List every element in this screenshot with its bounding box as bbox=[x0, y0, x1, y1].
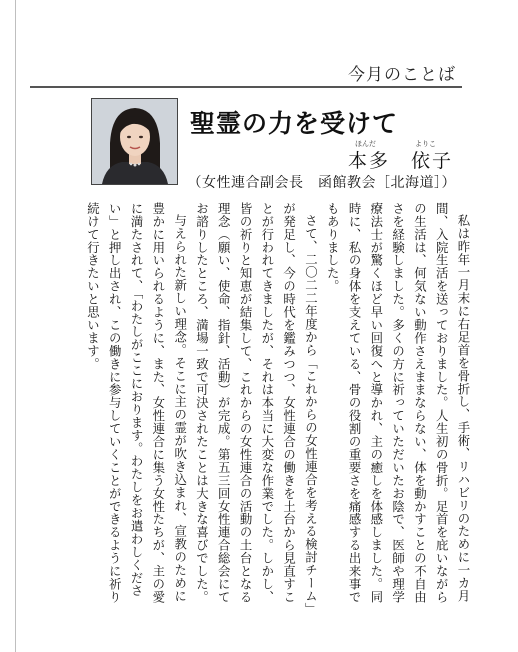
author-ruby-surname: ほんだ bbox=[355, 140, 376, 148]
body-paragraph: 与えられた新しい理念。そこに主の霊が吹き込まれ、宣教のために豊かに用いられるように、また、女性連合に集う女性たちが、主の愛に満たされて、「わたしがここにおります。わたしをお遣わしください」と押し出され、この働きに参与していくことができるように祈り続けて行きたいと思います。 bbox=[85, 202, 188, 604]
article-title: 聖霊の力を受けて bbox=[190, 109, 399, 138]
author-ruby-given: よりこ bbox=[415, 140, 436, 148]
author-photo bbox=[91, 98, 178, 185]
portrait-illustration bbox=[92, 99, 177, 184]
section-divider bbox=[30, 86, 462, 88]
body-paragraph: さて、二〇二二年度から「これからの女性連合を考える検討チーム」が発足し、今の時代を鑑みつつ、女性連合の働きを土台から見直すことが行われてきましたが、それは本当に大変な作業でした。しかし、皆の祈りと知恵が結集して、これからの女性連合の活動の土台となる理念（願い、使命、指針、活動）が完成。第五三回女性連合総会にてお諮りしたところ、満場一致で可決されたことは大きな喜びでした。 bbox=[194, 202, 319, 610]
body-paragraph: 私は昨年一月末に右足首を骨折し、手術、リハビリのために一カ月間、入院生活を送っておりました。人生初の骨折。足首を庇いながらの生活は、何気ない動作さえままならない、体を動かすことの不自由さを経験しました。多くの方に祈っていただいたお陰で、医師や理学療法士が驚くほど早い回復へと導かれ、主の癒しを体感しました。同時に、私の身体を支えている、骨の役割の重要さを痛感する出来事でもありました。 bbox=[325, 202, 471, 604]
author-affiliation: （女性連合副会長 函館教会［北海道］） bbox=[187, 175, 456, 191]
author-name: 本多 依子 bbox=[347, 150, 453, 172]
section-label: 今月のことば bbox=[348, 65, 456, 85]
page-margin-rule bbox=[15, 0, 16, 652]
article-body bbox=[82, 202, 474, 612]
